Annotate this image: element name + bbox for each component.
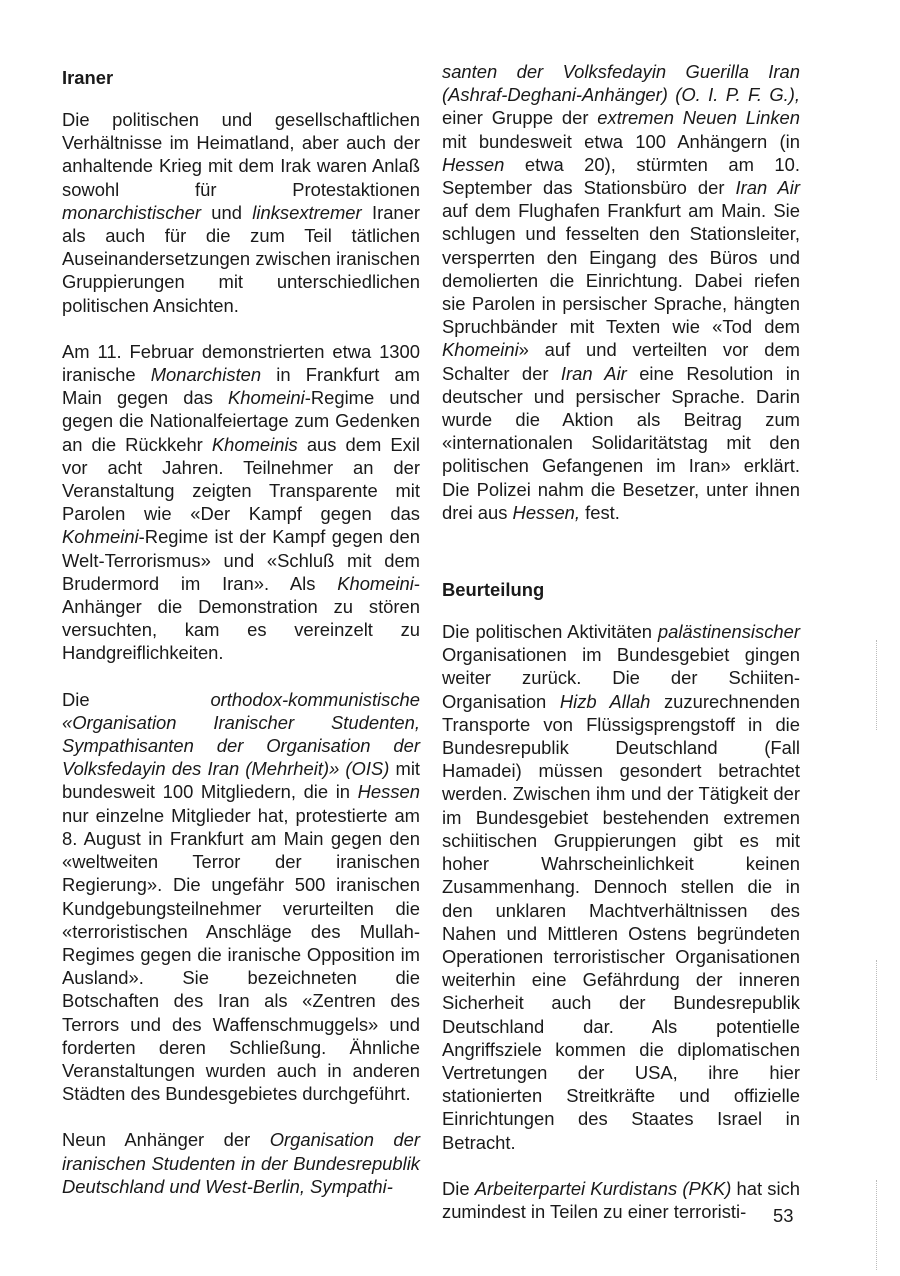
text-run: zuzurechnenden Transporte von Flüssigsprengstoff in die Bundesrepublik Deutschland (Fall Hamadei) müssen gesondert betrachtet werden. Zwischen ihm und der Tätigkeit der im Bundesgebiet bestehenden extremen schiitischen Gruppierungen gibt es mit hoher Wahrscheinlichkeit keinen Zusammenhang. Dennoch stellen die in den unklaren Machtverhältnissen des Nahen und Mittleren Ostens begründeten Operationen terroristischer Organisationen weiterhin eine Gefährdung der inneren Sicherheit auch der Bundesrepublik Deutschland dar. Als potentielle Angriffsziele kommen die diplomatischen Vertretungen der USA, ihre hier stationierten Streitkräfte und offizielle Einrichtungen des Staates Israel in Betracht. bbox=[442, 690, 800, 1153]
text-run: in Frankfurt am Main gegen das bbox=[62, 364, 420, 409]
scan-margin-mark bbox=[876, 960, 878, 1080]
text-run: Die politischen und gesellschaftlichen Verhältnisse im Heimatland, aber auch der anhaltende Krieg mit dem Irak waren Anlaß sowohl für Protestaktionen bbox=[62, 109, 420, 200]
text-run: einer Gruppe der bbox=[442, 107, 598, 129]
text-run: Die bbox=[62, 688, 211, 710]
italic-run: Khomeini bbox=[228, 387, 305, 409]
italic-run: Hizb Allah bbox=[559, 690, 651, 712]
paragraph bbox=[62, 340, 420, 665]
text-run: -Regime und gegen die Nationalfeiertage zum Gedenken an die Rückkehr bbox=[62, 387, 421, 455]
paragraph bbox=[62, 108, 420, 317]
text-run: mit bundesweit 100 Mitgliedern, die in bbox=[62, 758, 421, 803]
italic-run: extremen Neuen Linken bbox=[597, 107, 800, 129]
text-run: und bbox=[201, 201, 253, 223]
text-run: nur einzelne Mitglieder hat, protestierte am 8. August in Frankfurt am Main gegen den «weltweiten Terror der iranischen Regierung». Die ungefähr 500 iranischen Kundgebungsteilnehmer verurteilten die «terroristischen Anschläge des Mullah-Regimes gegen die iranische Opposition im Ausland». Sie bezeichneten die Botschaften des Iran als «Zentren des Terrors und des Waffenschmuggels» und forderten deren Schließung. Ähnliche Veranstaltungen wurden auch in anderen Städten des Bundesgebietes durchgeführt. bbox=[62, 804, 420, 1105]
paragraph bbox=[62, 688, 420, 1106]
italic-run: Kohmeini bbox=[62, 526, 139, 548]
paragraph bbox=[442, 60, 800, 524]
italic-run: santen der Volksfedayin Guerilla Iran (Ashraf-Deghani-Anhänger) (O. I. P. F. G.), bbox=[442, 61, 800, 106]
text-run: fest. bbox=[580, 501, 620, 523]
italic-run: palästinensischer bbox=[657, 621, 800, 643]
right-column bbox=[442, 60, 800, 1246]
left-column bbox=[62, 60, 420, 1221]
text-run: eine Resolution in deutscher und persischer Sprache. Darin wurde die Aktion als Beitrag zum «internationalen Solidaritätstag mit den politischen Gefangenen im Iran» erklärt. Die Polizei nahm die Besetzer, unter ihnen drei aus bbox=[442, 362, 801, 523]
page-number: 53 bbox=[773, 1205, 794, 1226]
text-run: Die politischen Aktivitäten bbox=[442, 621, 658, 643]
scan-margin-mark bbox=[876, 1180, 878, 1270]
section-heading-beurteilung: Beurteilung bbox=[442, 579, 545, 601]
paragraph bbox=[442, 1177, 800, 1223]
text-run: etwa 20), stürmten am 10. September das Stationsbüro der bbox=[442, 153, 800, 199]
text-run: Organisationen im Bundesgebiet gingen weiter zurück. Die der Schiiten-Organisation bbox=[442, 644, 800, 712]
italic-run: Arbeiterpartei Kurdistans (PKK) bbox=[474, 1177, 732, 1199]
text-run: aus dem Exil vor acht Jahren. Teilnehmer an der Veranstaltung zeigten Transparente mit Parolen wie «Der Kampf gegen das bbox=[62, 433, 420, 525]
text-run: hat sich zumindest in Teilen zu einer terroristi- bbox=[442, 1177, 800, 1222]
italic-run: Monarchisten bbox=[150, 364, 262, 386]
text-run: -Anhänger die Demonstration zu stören versuchten, kam es vereinzelt zu Handgreiflichkeiten. bbox=[62, 572, 420, 664]
text-run: mit bundesweit etwa 100 Anhängern (in bbox=[442, 130, 800, 152]
text-run: Am 11. Februar demonstrierten etwa 1300 iranische bbox=[62, 340, 420, 386]
text-run: » auf und verteilten vor dem Schalter der bbox=[442, 339, 800, 384]
paragraph bbox=[62, 1128, 420, 1198]
italic-run: Iran Air bbox=[735, 177, 801, 199]
italic-run: Organisation der iranischen Studenten in der Bundesrepublik Deutschland und West-Berlin, Sympathi- bbox=[62, 1129, 421, 1197]
paragraph bbox=[442, 620, 800, 1154]
italic-run: Khomeini bbox=[442, 339, 519, 361]
italic-run: Iran Air bbox=[560, 362, 627, 384]
italic-run: Hessen, bbox=[512, 501, 581, 523]
italic-run: Hessen bbox=[357, 781, 420, 803]
italic-run: orthodox-kommunistische «Organisation Iranischer Studenten, Sympathisanten der Organisation der Volksfedayin des Iran (Mehrheit)» (OIS) bbox=[62, 688, 420, 780]
italic-run: monarchistischer bbox=[62, 201, 201, 223]
text-run: Die bbox=[442, 1177, 475, 1199]
text-run: auf dem Flughafen Frankfurt am Main. Sie schlugen und fesselten den Stationsleiter, versperrten den Eingang des Büros und demolierten die Einrichtung. Dabei riefen sie Parolen in persischer Sprache, hängten Spruchbänder mit Texten wie «Tod dem bbox=[442, 200, 800, 338]
italic-run: linksextremer bbox=[252, 201, 362, 223]
text-run: Neun Anhänger der bbox=[62, 1129, 270, 1151]
italic-run: Khomeini bbox=[337, 572, 414, 594]
section-heading-iraner: Iraner bbox=[62, 67, 114, 88]
scan-margin-mark bbox=[876, 640, 878, 730]
italic-run: Khomeinis bbox=[211, 433, 298, 455]
italic-run: Hessen bbox=[442, 153, 505, 175]
text-run: -Regime ist der Kampf gegen den Welt-Terrorismus» und «Schluß mit dem Brudermord im Iran». Als bbox=[62, 526, 420, 594]
text-run: Iraner als auch für die zum Teil tätlichen Auseinandersetzungen zwischen iranischen Gruppierungen mit unterschiedlichen politischen Ansichten. bbox=[62, 201, 421, 316]
